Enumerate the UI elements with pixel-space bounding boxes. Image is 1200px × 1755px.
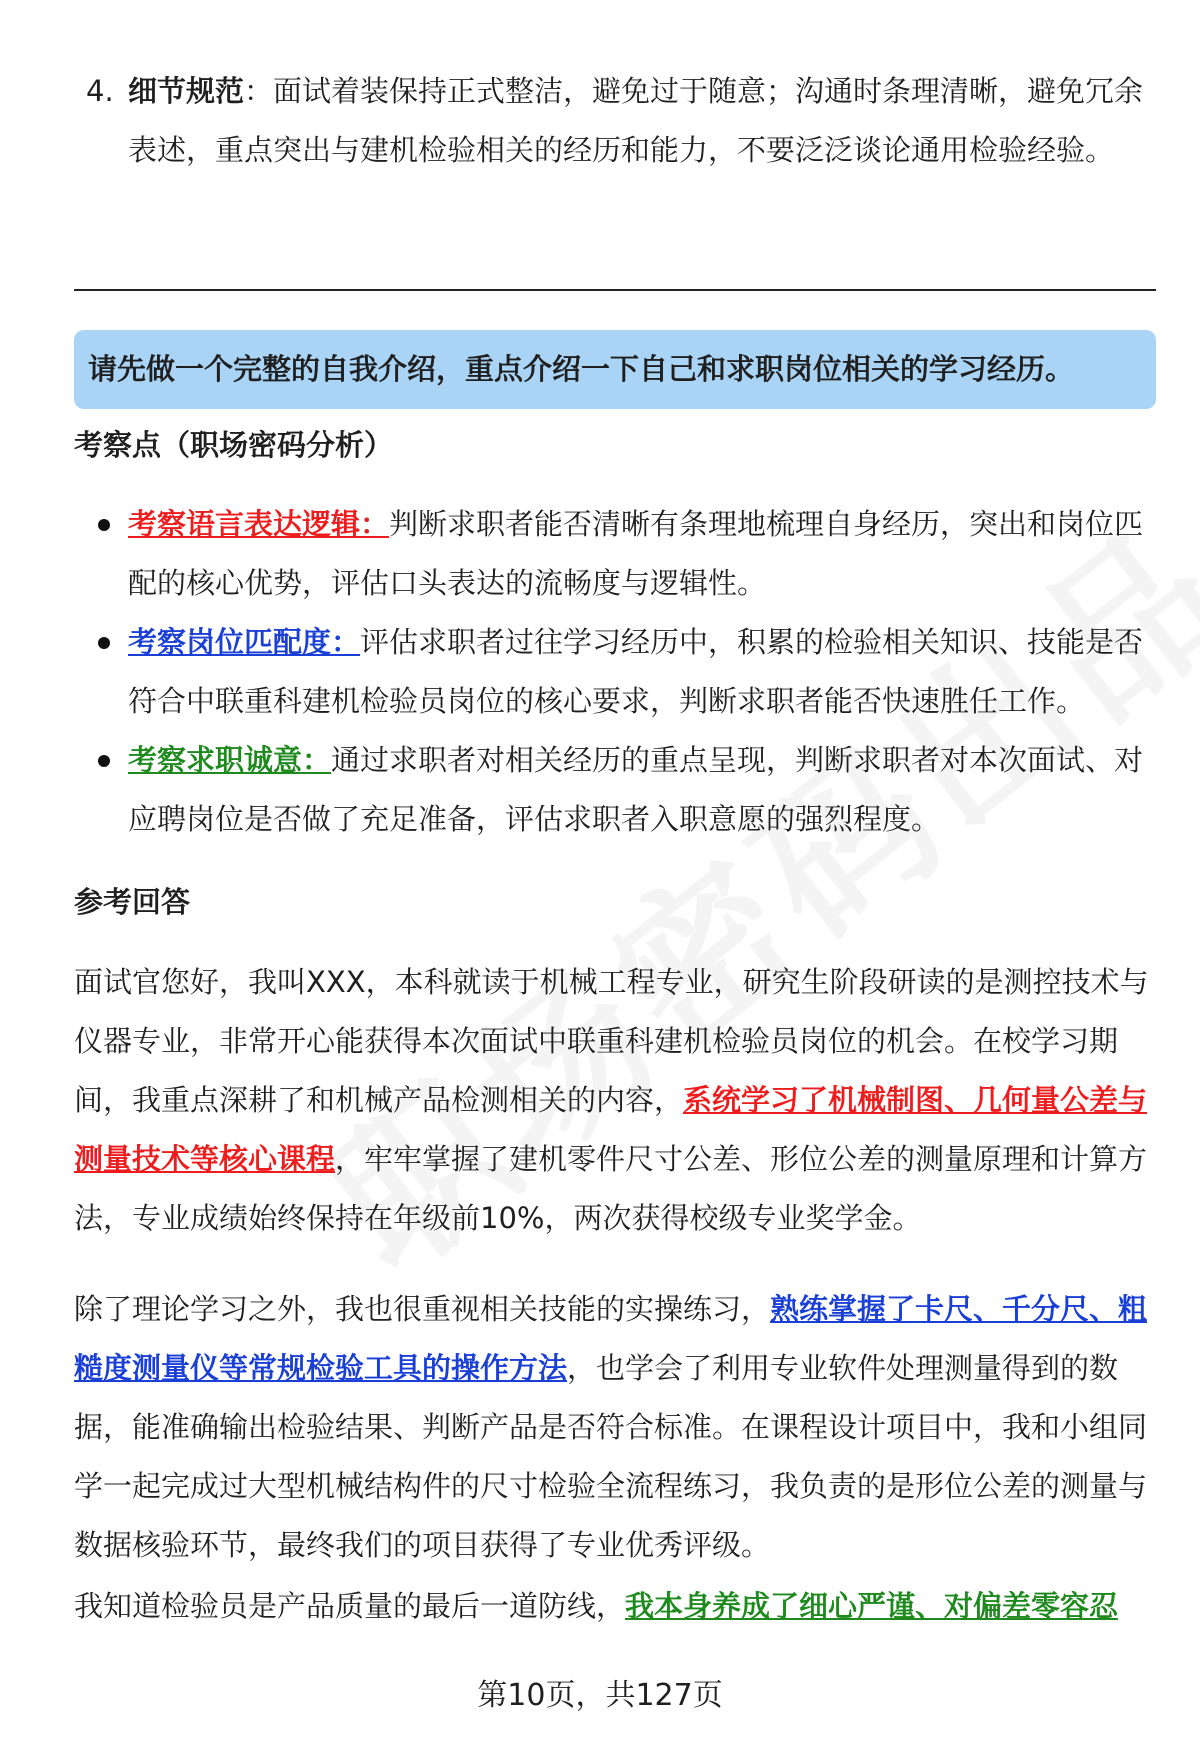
highlight-text: 系统学习了机械制图、几何量公差与测量技术等核心课程 [74, 1083, 1148, 1176]
paragraph-text: 我知道检验员是产品质量的最后一道防线， [74, 1589, 626, 1623]
point-text: 通过求职者对相关经历的重点呈现，判断求职者对本次面试、对应聘岗位是否做了充足准备，评估求职者入职意愿的强烈程度。 [128, 743, 1144, 836]
answer-paragraph-3 [74, 1577, 1156, 1636]
analysis-point [74, 731, 1156, 849]
point-text: 评估求职者过往学习经历中，积累的检验相关知识、技能是否符合中联重科建机检验员岗位的核心要求，判断求职者能否快速胜任工作。 [128, 625, 1144, 718]
highlight-text: 我本身养成了细心严谨、对偏差零容忍 [625, 1589, 1119, 1623]
paragraph-text: 除了理论学习之外，我也很重视相关技能的实操练习， [74, 1292, 771, 1326]
point-text: 判断求职者能否清晰有条理地梳理自身经历，突出和岗位匹配的核心优势，评估口头表达的流畅度与逻辑性。 [128, 507, 1144, 600]
question-box: 请先做一个完整的自我介绍，重点介绍一下自己和求职岗位相关的学习经历。 [74, 330, 1156, 409]
page-footer: 第10页，共127页 [477, 1678, 723, 1713]
analysis-points [74, 495, 1156, 849]
analysis-point [74, 495, 1156, 613]
bullet-icon [98, 755, 110, 767]
answer-paragraph-2 [74, 1280, 1156, 1575]
paragraph-text: 面试官您好，我叫XXX，本科就读于机械工程专业，研究生阶段研读的是测控技术与仪器专业，非常开心能获得本次面试中联重科建机检验员岗位的机会。在校学习期间，我重点深耕了和机械产品检测相关的内容， [74, 965, 1149, 1117]
analysis-point [74, 613, 1156, 731]
highlight-text: 熟练掌握了卡尺、千分尺、粗糙度测量仪等常规检验工具的操作方法 [74, 1292, 1148, 1385]
paragraph-text: ，也学会了利用专业软件处理测量得到的数据，能准确输出检验结果、判断产品是否符合标准。在课程设计项目中，我和小组同学一起完成过大型机械结构件的尺寸检验全流程练习，我负责的是形位公差的测量与数据核验环节，最终我们的项目获得了专业优秀评级。 [74, 1351, 1148, 1562]
item-label: 细节规范 [128, 74, 245, 108]
analysis-heading: 考察点（职场密码分析） [74, 428, 394, 462]
section-divider [74, 289, 1156, 291]
answer-heading: 参考回答 [74, 885, 191, 919]
item-body [128, 62, 1146, 180]
paragraph-text: ，牢牢掌握了建机零件尺寸公差、形位公差的测量原理和计算方法，专业成绩始终保持在年级前10%，两次获得校级专业奖学金。 [74, 1142, 1148, 1235]
bullet-icon [98, 637, 110, 649]
point-label: 考察求职诚意： [128, 743, 332, 777]
numbered-item-4 [86, 62, 1146, 180]
answer-paragraph-1 [74, 953, 1156, 1248]
bullet-icon [98, 519, 110, 531]
point-label: 考察岗位匹配度： [128, 625, 361, 659]
point-label: 考察语言表达逻辑： [128, 507, 390, 541]
item-number: 4. [86, 74, 114, 108]
item-text: ：面试着装保持正式整洁，避免过于随意；沟通时条理清晰，避免冗余表述，重点突出与建机检验相关的经历和能力，不要泛泛谈论通用检验经验。 [128, 74, 1144, 167]
